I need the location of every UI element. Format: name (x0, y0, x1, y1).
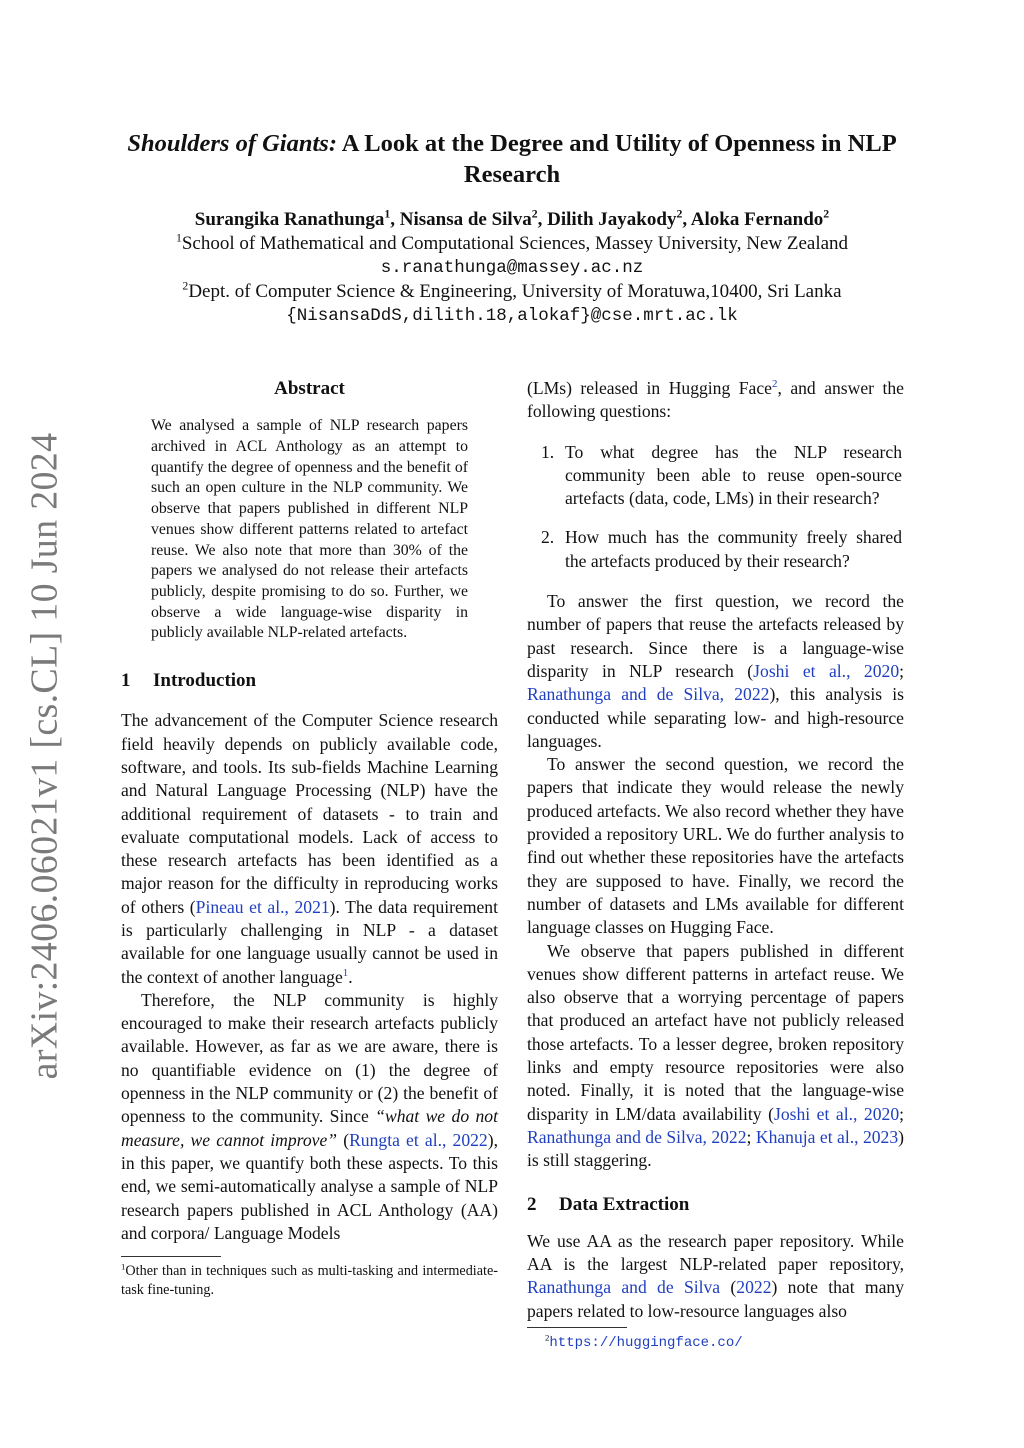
cite-khanuja-2023[interactable]: Khanuja et al., 2023 (755, 1126, 899, 1147)
right-p0-text-a: (LMs) released in Hugging Face (527, 378, 772, 398)
section-2-title: Data Extraction (559, 1193, 690, 1215)
right-p4-text-a: We use AA as the research paper repository. While AA is the largest NLP-related paper repository, (527, 1230, 904, 1275)
right-paragraph-1 (527, 590, 904, 753)
affiliation-1-text: School of Mathematical and Computational Sciences, Massey University, New Zealand (181, 233, 849, 254)
title-italic: Shoulders of Giants: (127, 130, 337, 157)
cite-rungta-2022[interactable]: Rungta et al., 2022 (349, 1129, 488, 1150)
intro-p2-text-c: ), in this paper, we quantify both these aspects. To this end, we semi-automatically analyse a sample of NLP research papers published in ACL Anthology (AA) and corpora/ Language Models (121, 1129, 498, 1243)
affiliation-1-sup: 1 (175, 231, 182, 245)
cite-joshi-2020-b[interactable]: Joshi et al., 2020 (773, 1103, 900, 1124)
section-1-heading (121, 669, 498, 692)
intro-paragraph-1 (121, 709, 498, 989)
question-list (527, 441, 904, 573)
section-1-title: Introduction (153, 670, 257, 692)
author-1: Surangika Ranathunga (194, 209, 385, 230)
intro-quote: “what we do not measure, we cannot improve” (121, 1106, 498, 1150)
right-p3-sep-1: ; (899, 1103, 905, 1124)
affiliation-1 (110, 232, 914, 256)
right-p0-text-b: , and answer the following questions: (527, 378, 904, 422)
cite-ranathunga-year[interactable]: 2022 (736, 1277, 772, 1298)
right-p3-text-b: ) is still staggering. (527, 1126, 904, 1171)
author-4: , Aloka Fernando (682, 209, 824, 230)
abstract-text: We analysed a sample of NLP research papers archived in ACL Anthology as an attempt to quantify the degree of openness and the benefit of such an open culture in the NLP community. We observe that papers published in different NLP venues show different patterns related to artefact reuse. We also note that more than 30% of the papers we analysed do not release their artefacts publicly, despite promising to do so. Further, we observe a wide language-wise disparity in publicly available NLP-related artefacts. (151, 417, 468, 642)
intro-p1-text-b: ). The data requirement is particularly challenging in NLP - a dataset available for one language usually cannot be used in the context of another language (121, 896, 498, 987)
right-paragraph-4 (527, 1230, 904, 1323)
right-p1-text-a: To answer the first question, we record the number of papers that reuse the artefacts released by past research. Since there is a language-wise disparity in NLP research ( (527, 591, 904, 681)
arxiv-stamp (12, 432, 76, 1080)
author-2: , Nisansa de Silva (390, 209, 532, 230)
question-item-2 (527, 526, 904, 573)
section-2-heading (527, 1193, 904, 1216)
footnote-rule-right (527, 1327, 627, 1328)
intro-p2-text-b: ( (337, 1129, 350, 1150)
author-4-sup: 2 (823, 207, 830, 221)
email-1[interactable]: s.ranathunga@massey.ac.nz (380, 258, 644, 278)
section-2-number: 2 (527, 1193, 537, 1215)
right-paragraph-0 (527, 377, 904, 424)
footnote-1-mark: 1 (121, 1261, 126, 1272)
footnote-2-ref[interactable]: 2 (771, 378, 778, 391)
right-column (527, 377, 904, 1352)
intro-p1-text-a: The advancement of the Computer Science research field heavily depends on publicly available code, software, and tools. Its sub-fields Machine Learning and Natural Language Processing (NLP) have the additional requirement of datasets - to train and evaluate computational models. Lack of access to these research artefacts has been identified as a major reason for the difficulty in reproducing works of others ( (121, 710, 498, 917)
email-2[interactable]: {NisansaDdS,dilith.18,alokaf}@cse.mrt.ac.lk (286, 306, 738, 326)
right-p1-sep: ; (899, 660, 905, 681)
arxiv-identifier[interactable]: arXiv:2406.06021v1 [cs.CL] 10 Jun 2024 (23, 432, 66, 1080)
question-2-number: 2. (541, 527, 555, 548)
question-item-1 (527, 441, 904, 511)
right-p4-paren-open: ( (720, 1277, 737, 1298)
abstract-heading: Abstract (274, 378, 345, 399)
question-2-text: How much has the community freely shared the artefacts produced by their research? (565, 527, 902, 571)
footnote-1 (121, 1262, 498, 1299)
right-p3-sep-2: ; (746, 1126, 756, 1147)
footnote-2 (527, 1333, 904, 1353)
affiliation-2 (110, 280, 914, 304)
author-3-sup: 2 (676, 207, 683, 221)
author-1-sup: 1 (384, 207, 391, 221)
right-p3-text-a: We observe that papers published in different venues show different patterns in artefact reuse. We also observe that a worrying percentage of papers that produced an artefact have not publicly released those artefacts. To a lesser degree, broken repository links and empty resource repositories were also noted. Finally, it is noted that the language-wise disparity in LM/data availability ( (527, 940, 904, 1124)
footnote-1-text: Other than in techniques such as multi-tasking and intermediate-task fine-tuning. (121, 1263, 498, 1298)
intro-p2-text-a: Therefore, the NLP community is highly encouraged to make their research artefacts publicly available. However, as far as we are aware, there is no quantifiable evidence on (1) the degree of openness in the NLP community or (2) the benefit of openness to the community. Since (121, 989, 498, 1127)
cite-ranathunga-name[interactable]: Ranathunga and de Silva (527, 1277, 721, 1298)
cite-pineau-2021[interactable]: Pineau et al., 2021 (195, 896, 330, 917)
affiliation-2-text: Dept. of Computer Science & Engineering, University of Moratuwa,10400, Sri Lanka (188, 281, 842, 302)
intro-paragraph-2 (121, 989, 498, 1245)
affiliation-2-sup: 2 (182, 279, 189, 293)
title-rest: A Look at the Degree and Utility of Openness in NLP Research (337, 130, 897, 188)
right-paragraph-3 (527, 940, 904, 1173)
right-p4-paren-close: ) (771, 1277, 778, 1298)
cite-ranathunga-2022[interactable]: Ranathunga and de Silva, 2022 (527, 684, 770, 705)
left-column (121, 377, 498, 1299)
paper-title (110, 128, 914, 190)
question-1-number: 1. (541, 441, 555, 462)
author-names (110, 208, 914, 232)
huggingface-link[interactable]: https://huggingface.co/ (549, 1334, 743, 1351)
right-p1-text-b: ), this analysis is conducted while separating low- and high-resource languages. (527, 684, 905, 751)
author-block (110, 208, 914, 328)
right-paragraph-2: To answer the second question, we record the papers that indicate they would release the newly produced artefacts. We also record whether they have provided a repository URL. We do further analysis to find out whether these repositories have the artefacts they are supposed to have. Finally, we record the number of datasets and LMs available for different language classes on Hugging Face. (527, 754, 904, 938)
footnote-rule-left (121, 1256, 221, 1257)
author-2-sup: 2 (531, 207, 538, 221)
author-3: , Dilith Jayakody (537, 209, 677, 230)
question-1-text: To what degree has the NLP research community been able to reuse open-source artefacts (data, code, LMs) in their research? (565, 441, 902, 509)
right-p4-text-b: note that many papers related to low-resource languages also (527, 1277, 905, 1321)
cite-ranathunga-2022-b[interactable]: Ranathunga and de Silva, 2022 (527, 1126, 747, 1147)
footnote-1-ref[interactable]: 1 (342, 966, 349, 979)
footnote-2-mark: 2 (545, 1332, 550, 1343)
section-1-number: 1 (121, 670, 131, 692)
intro-p1-text-c: . (348, 966, 353, 987)
cite-joshi-2020[interactable]: Joshi et al., 2020 (753, 660, 900, 681)
